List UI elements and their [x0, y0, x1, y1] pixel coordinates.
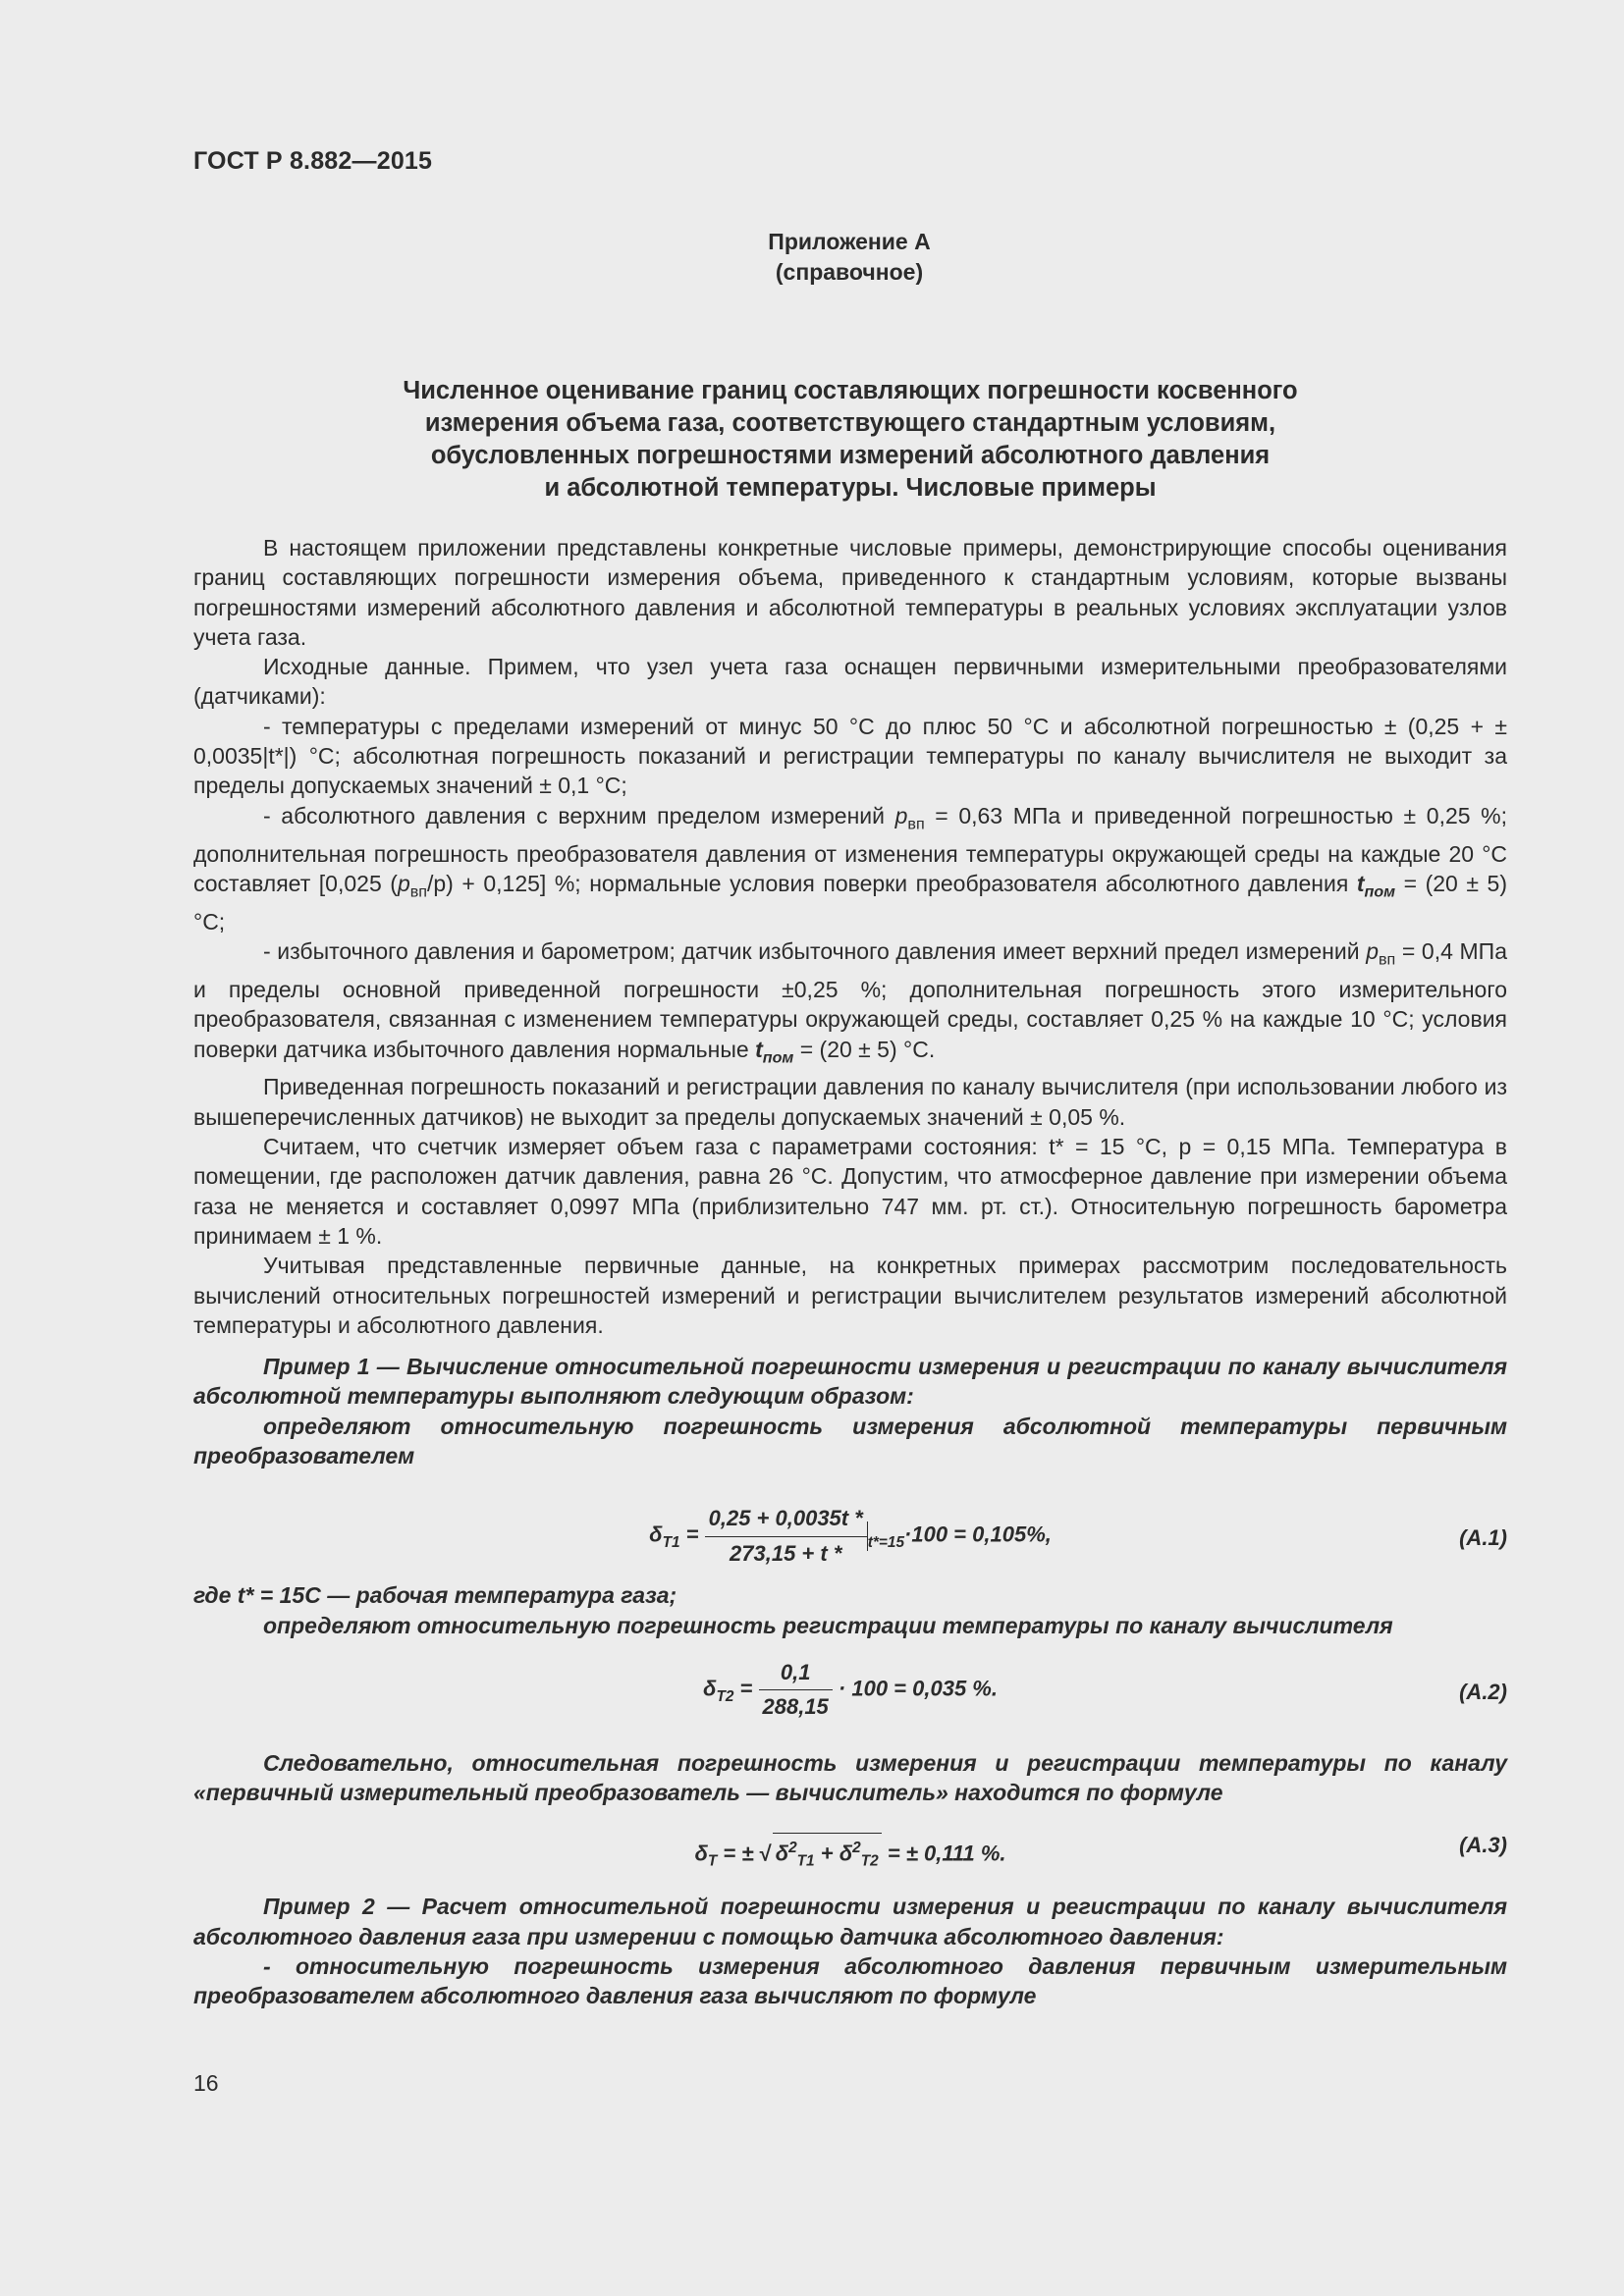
example1-heading: Пример 1 — Вычисление относительной погрешности измерения и регистрации по каналу вычислителя абсолютной температуры выполняют следующим образом: [193, 1354, 1507, 1410]
title-line: и абсолютной температуры. Числовые примеры [544, 474, 1157, 502]
title-line: Численное оценивание границ составляющих погрешности косвенного [403, 377, 1298, 404]
title-line: обусловленных погрешностями измерений абсолютного давления [430, 442, 1271, 469]
equation-a1: $\delta_{T1}$ = $\frac{0,25 + 0,0035t *}{273,15 + t *}$ $_{t*=15}$·100 = 0,105%, (А.1) [193, 1470, 1507, 1580]
fraction: $\frac{0,1}{288,15}$ [759, 1658, 833, 1723]
example2-heading: Пример 2 — Расчет относительной погрешности измерения и регистрации по каналу вычислителя абсолютного давления газа при измерении с помощью датчика абсолютного давления: [193, 1894, 1507, 1949]
equation-number: (А.1) [1459, 1525, 1507, 1551]
appendix-label: Приложение А [768, 229, 931, 254]
appendix-type: (справочное) [775, 259, 924, 285]
paragraph-gauge-pressure-sensor: - избыточного давления и барометром; датчик избыточного давления имеет верхний предел измерений $p_{вп} = 0,4$ МПа и пределы основной приведенной погрешности ±0,25 %; дополнительная погрешность этого измерительного преобразователя, связанная с изменением температуры окружающей среды, составляет 0,25 % на каждые 10 °С; условия поверки датчика избыточного давления нормальные $t_{пом} = (20 \pm 5)$ °С. [193, 938, 1507, 1067]
paragraph-intro: В настоящем приложении представлены конкретные числовые примеры, демонстрирующие способы оценивания границ составляющих погрешности измерения объема, приведенного к стандартным условиям, которые вызваны погрешностями измерений абсолютного давления и абсолютной температуры в реальных условиях эксплуатации узлов учета газа. [193, 535, 1507, 650]
equation-number: (А.3) [1459, 1833, 1507, 1858]
paragraph-absolute-pressure-sensor: - абсолютного давления с верхним пределом измерений $p_{вп} = 0,63$ МПа и приведенной погрешностью ± 0,25 %; дополнительная погрешность преобразователя давления от изменения температуры окружающей среды на каждые 20 °С составляет [0,025 $(p_{вп}/p) + 0,125$] %; нормальные условия поверки преобразователя абсолютного давления $t_{пом} = (20 \pm 5)$ °С; [193, 802, 1508, 934]
appendix-title [295, 375, 1406, 505]
title-line: измерения объема газа, соответствующего стандартным условиям, [424, 409, 1276, 437]
example1-conclusion: Следовательно, относительная погрешность измерения и регистрации температуры по каналу «первичный измерительный преобразователь — вычислитель» находится по формуле [193, 1749, 1507, 1806]
paragraph-initial-data: Исходные данные. Примем, что узел учета газа оснащен первичными измерительными преобразователями (датчиками): [193, 654, 1507, 710]
paragraph-pressure-channel: Приведенная погрешность показаний и регистрации давления по каналу вычислителя (при использовании любого из вышеперечисленных датчиков) не выходит за пределы допускаемых значений ± 0,05 %. [193, 1074, 1507, 1130]
fraction: $\frac{0,25 + 0,0035t *}{273,15 + t *}$ [705, 1504, 867, 1569]
example2-step1: - относительную погрешность измерения абсолютного давления первичным измерительным преобразователем абсолютного давления газа вычисляют по формуле [193, 1953, 1507, 2009]
equation-number: (А.2) [1459, 1679, 1507, 1704]
paragraph-temperature-sensor: - температуры с пределами измерений от минус 50 °С до плюс 50 °С и абсолютной погрешностью ± (0,25 + ± 0,0035|t*|) °С; абсолютная погрешность показаний и регистрации температуры по каналу вычислителя не выходит за пределы допускаемых значений ± 0,1 °С; [193, 713, 1507, 799]
document-body [193, 533, 1507, 2011]
example1-where: где t* = 15С — рабочая температура газа; [193, 1582, 677, 1609]
example1-step1: определяют относительную погрешность измерения абсолютной температуры первичным преобразователем [193, 1413, 1507, 1468]
paragraph-state-parameters: Считаем, что счетчик измеряет объем газа с параметрами состояния: t* = 15 °С, p = 0,15 МПа. Температура в помещении, где расположен датчик давления, равна 26 °С. Допустим, что атмосферное давление при измерении объема газа не меняется и составляет 0,0997 МПа (приблизительно 747 мм. рт. ст.). Относительную погрешность барометра принимаем ± 1 %. [193, 1134, 1507, 1249]
page-number: 16 [193, 2070, 219, 2096]
document-code: ГОСТ Р 8.882—2015 [193, 147, 433, 175]
equation-a3: $\delta_T$ = ± √ $\delta^2_{T1} + \delta^2_{T2}$ = ± 0,111 %. (А.3) [193, 1807, 1507, 1892]
example1-step2: определяют относительную погрешность регистрации температуры по каналу вычислителя [263, 1612, 1393, 1638]
equation-a2: $\delta_{T2}$ = $\frac{0,1}{288,15}$ · 100 = 0,035 %. (А.2) [193, 1640, 1507, 1748]
paragraph-consideration: Учитывая представленные первичные данные, на конкретных примерах рассмотрим последовательность вычислений относительных погрешностей измерений и регистрации вычислителем результатов измерений абсолютной температуры и абсолютного давления. [193, 1253, 1507, 1338]
